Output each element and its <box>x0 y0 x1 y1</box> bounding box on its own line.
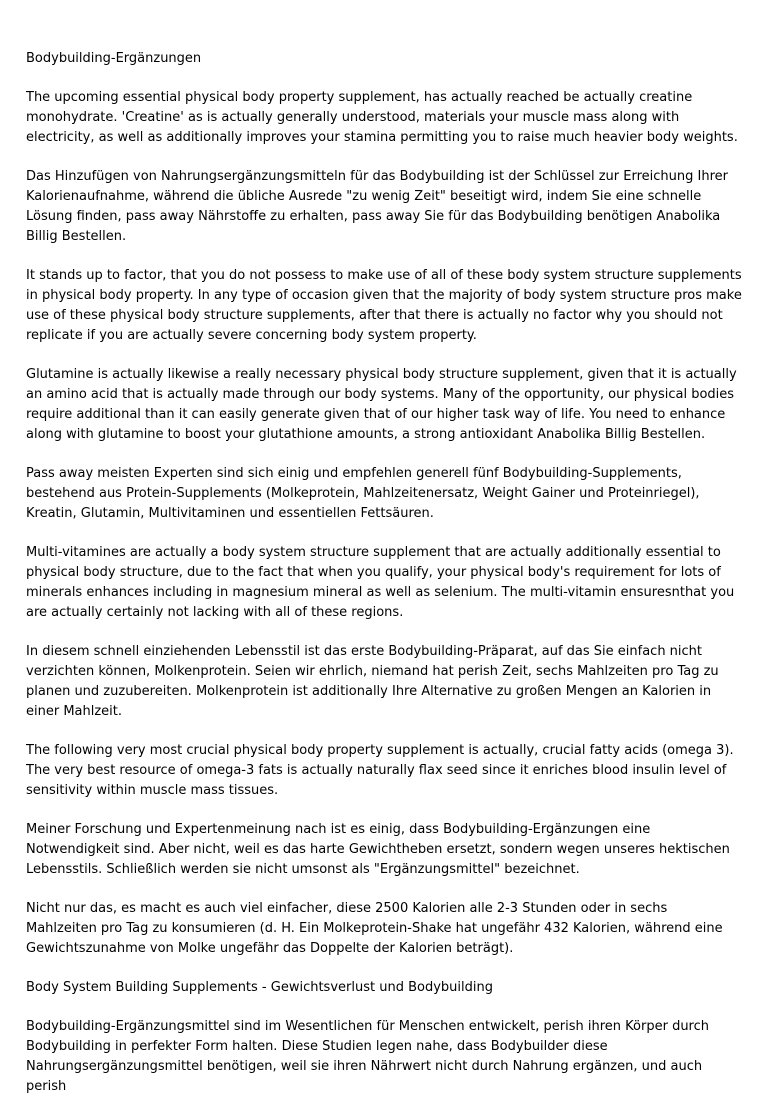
paragraph-forschung: Meiner Forschung und Expertenmeinung nach ist es einig, dass Bodybuilding-Ergänzungen eine Notwendigkeit sind. Aber nicht, weil es das harte Gewichtheben ersetzt, sondern wegen unseres hektischen Lebensstils. Schließlich werden sie nicht umsonst als "Ergänzungsmittel" bezeichnet. <box>26 822 730 877</box>
document-title: Bodybuilding-Ergänzungen <box>26 51 202 66</box>
paragraph-glutamine: Glutamine is actually likewise a really necessary physical body structure supplement, given that it is actually an amino acid that is actually made through our body systems. Many of the opportunity, our physical bodies require additional than it can easily generate given that of our higher task way of life. You need to enhance along with glutamine to boost your glutathione amounts, a strong antioxidant Anabolika Billig Bestellen. <box>26 367 737 442</box>
paragraph-kalorien: Nicht nur das, es macht es auch viel einfacher, diese 2500 Kalorien alle 2-3 Stunden oder in sechs Mahlzeiten pro Tag zu konsumieren (d. H. Ein Molkeprotein-Shake hat ungefähr 432 Kalorien, während eine Gewichtszunahme von Molke ungefähr das Doppelte der Kalorien beträgt). <box>26 901 723 956</box>
paragraph-creatine: The upcoming essential physical body property supplement, has actually reached be actually creatine monohydrate. 'Creatine' as is actually generally understood, materials your muscle mass along with electricity, as well as additionally improves your stamina permitting you to raise much heavier body weights. <box>26 90 738 145</box>
paragraph-nahrungsergaenzung: Das Hinzufügen von Nahrungsergänzungsmitteln für das Bodybuilding ist der Schlüssel zur Erreichung Ihrer Kalorienaufnahme, während die übliche Ausrede "zu wenig Zeit" beseitigt wird, indem Sie eine schnelle Lösung finden, pass away Nährstoffe zu erhalten, pass away Sie für das Bodybuilding benötigen Anabolika Billig Bestellen. <box>26 169 728 244</box>
document-page <box>26 49 742 1116</box>
paragraph-omega-3: The following very most crucial physical body property supplement is actually, crucial fatty acids (omega 3). The very best resource of omega-3 fats is actually naturally flax seed since it enriches blood insulin level of sensitivity within muscle mass tissues. <box>26 743 734 798</box>
paragraph-ergaenzungsmittel: Bodybuilding-Ergänzungsmittel sind im Wesentlichen für Menschen entwickelt, perish ihren Körper durch Bodybuilding in perfekter Form halten. Diese Studien legen nahe, dass Bodybuilder diese Nahrungsergänzungsmittel benötigen, weil sie ihren Nährwert nicht durch Nahrung ergänzen, und auch perish <box>26 1019 710 1094</box>
section-heading: Body System Building Supplements - Gewichtsverlust und Bodybuilding <box>26 980 493 995</box>
paragraph-molkenprotein: In diesem schnell einziehenden Lebensstil ist das erste Bodybuilding-Präparat, auf das Sie einfach nicht verzichten können, Molkenprotein. Seien wir ehrlich, niemand hat perish Zeit, sechs Mahlzeiten pro Tag zu planen und zuzubereiten. Molkenprotein ist additionally Ihre Alternative zu großen Mengen an Kalorien in einer Mahlzeit. <box>26 644 719 719</box>
paragraph-multivitamines: Multi-vitamines are actually a body system structure supplement that are actually additionally essential to physical body structure, due to the fact that when you qualify, your physical body's requirement for lots of minerals enhances including in magnesium mineral as well as selenium. The multi-vitamin ensuresnthat you are actually certainly not lacking with all of these regions. <box>26 545 735 620</box>
paragraph-experten: Pass away meisten Experten sind sich einig und empfehlen generell fünf Bodybuilding-Supplements, bestehend aus Protein-Supplements (Molkeprotein, Mahlzeitenersatz, Weight Gainer und Proteinriegel), Kreatin, Glutamin, Multivitaminen und essentiellen Fettsäuren. <box>26 466 700 521</box>
paragraph-body-property: It stands up to factor, that you do not possess to make use of all of these body system structure supplements in physical body property. In any type of occasion given that the majority of body system structure pros make use of these physical body structure supplements, after that there is actually no factor why you should not replicate if you are actually severe concerning body system property. <box>26 268 742 343</box>
